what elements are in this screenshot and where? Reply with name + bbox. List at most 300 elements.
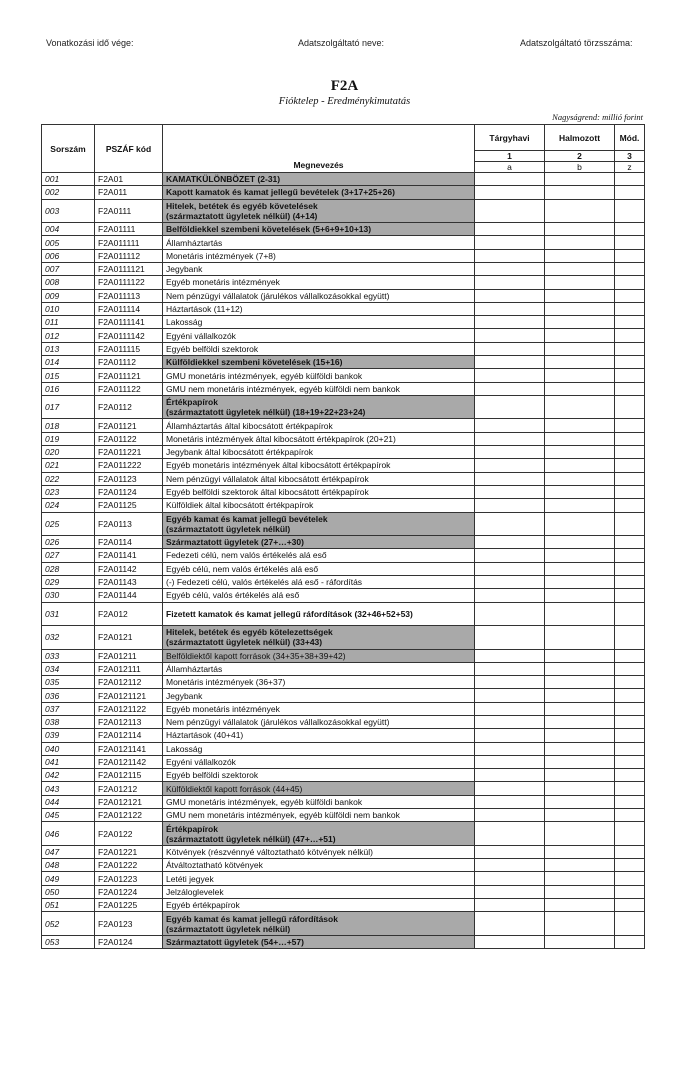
row-number: 006 <box>42 249 95 262</box>
row-code: F2A0113 <box>95 512 163 536</box>
col-number-2: 2 <box>545 151 615 162</box>
row-number: 005 <box>42 236 95 249</box>
row-code: F2A0111141 <box>95 316 163 329</box>
value-cell-mod[interactable] <box>615 689 645 702</box>
row-name: KAMATKÜLÖNBÖZET (2-31) <box>163 173 475 186</box>
row-number: 046 <box>42 822 95 846</box>
row-number: 011 <box>42 316 95 329</box>
value-cell-mod[interactable] <box>615 795 645 808</box>
row-code: F2A011222 <box>95 459 163 472</box>
row-name: (-) Fedezeti célú, valós értékelés alá eső - ráfordítás <box>163 575 475 588</box>
row-name: Fedezeti célú, nem valós értékelés alá eső <box>163 549 475 562</box>
value-cell-monthly[interactable] <box>475 356 545 369</box>
value-cell-cumulative[interactable] <box>545 899 615 912</box>
row-code: F2A011111 <box>95 236 163 249</box>
value-cell-monthly[interactable] <box>475 173 545 186</box>
row-code: F2A01111 <box>95 223 163 236</box>
row-name: Külföldiek által kibocsátott értékpapírok <box>163 499 475 512</box>
row-number: 026 <box>42 536 95 549</box>
table-row <box>42 369 645 382</box>
report-table <box>41 124 645 949</box>
row-name: Nem pénzügyi vállalatok (járulékos vállalkozásokkal együtt) <box>163 716 475 729</box>
value-cell-monthly[interactable] <box>475 935 545 948</box>
value-cell-cumulative[interactable] <box>545 702 615 715</box>
row-code: F2A012122 <box>95 809 163 822</box>
value-cell-monthly[interactable] <box>475 899 545 912</box>
value-cell-mod[interactable] <box>615 809 645 822</box>
value-cell-mod[interactable] <box>615 329 645 342</box>
value-cell-mod[interactable] <box>615 302 645 315</box>
value-cell-monthly[interactable] <box>475 589 545 602</box>
table-row <box>42 702 645 715</box>
col-letter-b: b <box>545 162 615 173</box>
value-cell-cumulative[interactable] <box>545 859 615 872</box>
row-number: 015 <box>42 369 95 382</box>
value-cell-monthly[interactable] <box>475 809 545 822</box>
value-cell-cumulative[interactable] <box>545 662 615 675</box>
row-number: 021 <box>42 459 95 472</box>
value-cell-mod[interactable] <box>615 649 645 662</box>
value-cell-monthly[interactable] <box>475 485 545 498</box>
value-cell-cumulative[interactable] <box>545 419 615 432</box>
value-cell-cumulative[interactable] <box>545 262 615 275</box>
row-name: Külföldiektől kapott források (44+45) <box>163 782 475 795</box>
value-cell-mod[interactable] <box>615 419 645 432</box>
value-cell-monthly[interactable] <box>475 859 545 872</box>
value-cell-mod[interactable] <box>615 602 645 626</box>
value-cell-mod[interactable] <box>615 575 645 588</box>
row-number: 033 <box>42 649 95 662</box>
table-row <box>42 676 645 689</box>
value-cell-monthly[interactable] <box>475 575 545 588</box>
row-name: Egyéb monetáris intézmények <box>163 702 475 715</box>
value-cell-cumulative[interactable] <box>545 782 615 795</box>
value-cell-cumulative[interactable] <box>545 536 615 549</box>
row-name <box>163 626 475 650</box>
table-row <box>42 755 645 768</box>
value-cell-mod[interactable] <box>615 512 645 536</box>
row-name-line1: Egyéb kamat és kamat jellegű ráfordítások <box>166 913 338 924</box>
row-name: GMU monetáris intézmények, egyéb külföldi bankok <box>163 369 475 382</box>
value-cell-monthly[interactable] <box>475 302 545 315</box>
value-cell-mod[interactable] <box>615 472 645 485</box>
value-cell-cumulative[interactable] <box>545 289 615 302</box>
value-cell-cumulative[interactable] <box>545 626 615 650</box>
value-cell-monthly[interactable] <box>475 446 545 459</box>
value-cell-cumulative[interactable] <box>545 809 615 822</box>
row-number: 023 <box>42 485 95 498</box>
row-number: 048 <box>42 859 95 872</box>
row-code: F2A01124 <box>95 485 163 498</box>
col-header-cumulative: Halmozott <box>545 125 615 151</box>
form-title: Fióktelep - Eredménykimutatás <box>278 96 411 107</box>
row-code: F2A01141 <box>95 549 163 562</box>
row-code: F2A011114 <box>95 302 163 315</box>
value-cell-mod[interactable] <box>615 223 645 236</box>
row-name-line1: Értékpapírok <box>166 823 218 834</box>
value-cell-monthly[interactable] <box>475 729 545 742</box>
value-cell-monthly[interactable] <box>475 626 545 650</box>
row-code: F2A01212 <box>95 782 163 795</box>
value-cell-monthly[interactable] <box>475 329 545 342</box>
table-row <box>42 512 645 536</box>
value-cell-monthly[interactable] <box>475 395 545 419</box>
value-cell-mod[interactable] <box>615 395 645 419</box>
value-cell-mod[interactable] <box>615 872 645 885</box>
value-cell-mod[interactable] <box>615 562 645 575</box>
value-cell-cumulative[interactable] <box>545 549 615 562</box>
value-cell-mod[interactable] <box>615 276 645 289</box>
row-name <box>163 199 475 223</box>
table-row <box>42 689 645 702</box>
value-cell-cumulative[interactable] <box>545 912 615 936</box>
row-number: 016 <box>42 382 95 395</box>
value-cell-cumulative[interactable] <box>545 742 615 755</box>
value-cell-cumulative[interactable] <box>545 729 615 742</box>
table-row <box>42 729 645 742</box>
value-cell-monthly[interactable] <box>475 289 545 302</box>
table-row <box>42 472 645 485</box>
value-cell-cumulative[interactable] <box>545 302 615 315</box>
value-cell-monthly[interactable] <box>475 249 545 262</box>
value-cell-mod[interactable] <box>615 845 645 858</box>
value-cell-cumulative[interactable] <box>545 689 615 702</box>
row-code: F2A012115 <box>95 769 163 782</box>
table-row <box>42 356 645 369</box>
value-cell-mod[interactable] <box>615 859 645 872</box>
value-cell-monthly[interactable] <box>475 342 545 355</box>
value-cell-cumulative[interactable] <box>545 276 615 289</box>
value-cell-monthly[interactable] <box>475 236 545 249</box>
row-name: Egyéb belföldi szektorok által kibocsátott értékpapírok <box>163 485 475 498</box>
row-name <box>163 512 475 536</box>
value-cell-cumulative[interactable] <box>545 575 615 588</box>
value-cell-monthly[interactable] <box>475 459 545 472</box>
row-name: Kötvények (részvénnyé változtatható kötvények nélkül) <box>163 845 475 858</box>
row-code: F2A0121142 <box>95 755 163 768</box>
value-cell-cumulative[interactable] <box>545 602 615 626</box>
value-cell-monthly[interactable] <box>475 549 545 562</box>
row-number: 003 <box>42 199 95 223</box>
value-cell-mod[interactable] <box>615 899 645 912</box>
value-cell-monthly[interactable] <box>475 223 545 236</box>
value-cell-cumulative[interactable] <box>545 872 615 885</box>
value-cell-cumulative[interactable] <box>545 845 615 858</box>
value-cell-cumulative[interactable] <box>545 935 615 948</box>
row-number: 010 <box>42 302 95 315</box>
table-row <box>42 419 645 432</box>
value-cell-cumulative[interactable] <box>545 395 615 419</box>
value-cell-monthly[interactable] <box>475 702 545 715</box>
table-row <box>42 316 645 329</box>
row-number: 044 <box>42 795 95 808</box>
value-cell-cumulative[interactable] <box>545 755 615 768</box>
row-code: F2A012114 <box>95 729 163 742</box>
value-cell-cumulative[interactable] <box>545 236 615 249</box>
row-number: 049 <box>42 872 95 885</box>
value-cell-mod[interactable] <box>615 716 645 729</box>
col-letter-z: z <box>615 162 645 173</box>
value-cell-cumulative[interactable] <box>545 316 615 329</box>
value-cell-mod[interactable] <box>615 173 645 186</box>
row-code: F2A011115 <box>95 342 163 355</box>
row-code: F2A011121 <box>95 369 163 382</box>
row-name: Külföldiekkel szembeni követelések (15+16) <box>163 356 475 369</box>
value-cell-monthly[interactable] <box>475 316 545 329</box>
table-row <box>42 302 645 315</box>
value-cell-mod[interactable] <box>615 742 645 755</box>
col-header-code: PSZÁF kód <box>95 125 163 173</box>
value-cell-cumulative[interactable] <box>545 795 615 808</box>
value-cell-cumulative[interactable] <box>545 356 615 369</box>
value-cell-monthly[interactable] <box>475 755 545 768</box>
value-cell-monthly[interactable] <box>475 432 545 445</box>
row-number: 034 <box>42 662 95 675</box>
col-header-name: Megnevezés <box>163 125 475 173</box>
value-cell-cumulative[interactable] <box>545 329 615 342</box>
value-cell-mod[interactable] <box>615 676 645 689</box>
value-cell-monthly[interactable] <box>475 499 545 512</box>
value-cell-cumulative[interactable] <box>545 822 615 846</box>
row-code: F2A0111142 <box>95 329 163 342</box>
value-cell-mod[interactable] <box>615 485 645 498</box>
value-cell-mod[interactable] <box>615 662 645 675</box>
row-code: F2A011 <box>95 186 163 199</box>
row-code: F2A01222 <box>95 859 163 872</box>
row-code: F2A011113 <box>95 289 163 302</box>
value-cell-mod[interactable] <box>615 499 645 512</box>
value-cell-mod[interactable] <box>615 755 645 768</box>
value-cell-cumulative[interactable] <box>545 459 615 472</box>
row-name-line1: Egyéb kamat és kamat jellegű bevételek <box>166 513 328 524</box>
value-cell-monthly[interactable] <box>475 689 545 702</box>
row-number: 037 <box>42 702 95 715</box>
row-code: F2A0121141 <box>95 742 163 755</box>
row-code: F2A012113 <box>95 716 163 729</box>
value-cell-cumulative[interactable] <box>545 769 615 782</box>
value-cell-cumulative[interactable] <box>545 446 615 459</box>
row-code: F2A0111122 <box>95 276 163 289</box>
row-name: Lakosság <box>163 742 475 755</box>
value-cell-monthly[interactable] <box>475 382 545 395</box>
value-cell-mod[interactable] <box>615 885 645 898</box>
value-cell-cumulative[interactable] <box>545 223 615 236</box>
table-row <box>42 236 645 249</box>
value-cell-cumulative[interactable] <box>545 676 615 689</box>
row-number: 041 <box>42 755 95 768</box>
row-name: Monetáris intézmények (7+8) <box>163 249 475 262</box>
table-row <box>42 329 645 342</box>
value-cell-mod[interactable] <box>615 262 645 275</box>
row-name: Származtatott ügyletek (27+…+30) <box>163 536 475 549</box>
row-number: 027 <box>42 549 95 562</box>
value-cell-cumulative[interactable] <box>545 249 615 262</box>
row-number: 040 <box>42 742 95 755</box>
value-cell-monthly[interactable] <box>475 649 545 662</box>
value-cell-mod[interactable] <box>615 289 645 302</box>
value-cell-monthly[interactable] <box>475 536 545 549</box>
value-cell-cumulative[interactable] <box>545 499 615 512</box>
row-name: Egyéb célú, valós értékelés alá eső <box>163 589 475 602</box>
row-number: 053 <box>42 935 95 948</box>
value-cell-monthly[interactable] <box>475 602 545 626</box>
row-number: 019 <box>42 432 95 445</box>
row-name-line2: (származtatott ügyletek nélkül) (18+19+22+23+24) <box>166 407 366 418</box>
col-number-3: 3 <box>615 151 645 162</box>
value-cell-monthly[interactable] <box>475 782 545 795</box>
value-cell-mod[interactable] <box>615 382 645 395</box>
value-cell-cumulative[interactable] <box>545 885 615 898</box>
row-number: 017 <box>42 395 95 419</box>
row-code: F2A0124 <box>95 935 163 948</box>
value-cell-monthly[interactable] <box>475 885 545 898</box>
value-cell-mod[interactable] <box>615 536 645 549</box>
row-name: Belföldiektől kapott források (34+35+38+39+42) <box>163 649 475 662</box>
row-name: Államháztartás <box>163 236 475 249</box>
row-name: Jegybank <box>163 262 475 275</box>
row-name: Egyéni vállalkozók <box>163 329 475 342</box>
value-cell-monthly[interactable] <box>475 369 545 382</box>
value-cell-monthly[interactable] <box>475 872 545 885</box>
value-cell-mod[interactable] <box>615 822 645 846</box>
value-cell-cumulative[interactable] <box>545 382 615 395</box>
table-row <box>42 536 645 549</box>
value-cell-monthly[interactable] <box>475 716 545 729</box>
value-cell-cumulative[interactable] <box>545 589 615 602</box>
row-name: Egyéb monetáris intézmények <box>163 276 475 289</box>
value-cell-mod[interactable] <box>615 782 645 795</box>
reporter-id-label: Adatszolgáltató törzsszáma: <box>520 38 633 48</box>
value-cell-monthly[interactable] <box>475 512 545 536</box>
row-number: 020 <box>42 446 95 459</box>
value-cell-monthly[interactable] <box>475 199 545 223</box>
value-cell-cumulative[interactable] <box>545 369 615 382</box>
row-name: Nem pénzügyi vállalatok által kibocsátott értékpapírok <box>163 472 475 485</box>
row-name: Egyéb belföldi szektorok <box>163 769 475 782</box>
table-row <box>42 912 645 936</box>
table-row <box>42 173 645 186</box>
value-cell-mod[interactable] <box>615 316 645 329</box>
value-cell-mod[interactable] <box>615 729 645 742</box>
row-name: Háztartások (11+12) <box>163 302 475 315</box>
table-row <box>42 602 645 626</box>
value-cell-mod[interactable] <box>615 589 645 602</box>
value-cell-mod[interactable] <box>615 769 645 782</box>
value-cell-monthly[interactable] <box>475 419 545 432</box>
row-name: Származtatott ügyletek (54+…+57) <box>163 935 475 948</box>
value-cell-monthly[interactable] <box>475 276 545 289</box>
value-cell-mod[interactable] <box>615 432 645 445</box>
table-row <box>42 716 645 729</box>
row-name: Államháztartás <box>163 662 475 675</box>
value-cell-cumulative[interactable] <box>545 199 615 223</box>
value-cell-mod[interactable] <box>615 356 645 369</box>
value-cell-cumulative[interactable] <box>545 173 615 186</box>
row-code: F2A0111 <box>95 199 163 223</box>
table-row <box>42 782 645 795</box>
value-cell-cumulative[interactable] <box>545 342 615 355</box>
value-cell-mod[interactable] <box>615 459 645 472</box>
table-row <box>42 382 645 395</box>
table-row <box>42 575 645 588</box>
row-number: 050 <box>42 885 95 898</box>
table-row <box>42 872 645 885</box>
value-cell-monthly[interactable] <box>475 262 545 275</box>
value-cell-mod[interactable] <box>615 626 645 650</box>
value-cell-cumulative[interactable] <box>545 649 615 662</box>
row-name: GMU nem monetáris intézmények, egyéb külföldi nem bankok <box>163 382 475 395</box>
row-name: GMU nem monetáris intézmények, egyéb külföldi nem bankok <box>163 809 475 822</box>
row-number: 002 <box>42 186 95 199</box>
value-cell-monthly[interactable] <box>475 822 545 846</box>
value-cell-cumulative[interactable] <box>545 512 615 536</box>
value-cell-cumulative[interactable] <box>545 186 615 199</box>
value-cell-mod[interactable] <box>615 249 645 262</box>
row-name-line2: (származtatott ügyletek nélkül) (33+43) <box>166 637 323 648</box>
value-cell-cumulative[interactable] <box>545 432 615 445</box>
table-row <box>42 249 645 262</box>
table-row <box>42 186 645 199</box>
row-name: GMU monetáris intézmények, egyéb külföldi bankok <box>163 795 475 808</box>
value-cell-mod[interactable] <box>615 935 645 948</box>
value-cell-monthly[interactable] <box>475 662 545 675</box>
row-number: 024 <box>42 499 95 512</box>
row-number: 038 <box>42 716 95 729</box>
value-cell-monthly[interactable] <box>475 472 545 485</box>
value-cell-mod[interactable] <box>615 186 645 199</box>
value-cell-monthly[interactable] <box>475 186 545 199</box>
value-cell-monthly[interactable] <box>475 769 545 782</box>
row-name: Fizetett kamatok és kamat jellegű ráfordítások (32+46+52+53) <box>163 602 475 626</box>
value-cell-cumulative[interactable] <box>545 472 615 485</box>
value-cell-mod[interactable] <box>615 702 645 715</box>
unit-note: Nagyságrend: millió forint <box>552 112 643 122</box>
value-cell-monthly[interactable] <box>475 676 545 689</box>
row-code: F2A01225 <box>95 899 163 912</box>
value-cell-cumulative[interactable] <box>545 716 615 729</box>
row-name: Nem pénzügyi vállalatok (járulékos vállalkozásokkal együtt) <box>163 289 475 302</box>
value-cell-cumulative[interactable] <box>545 562 615 575</box>
value-cell-mod[interactable] <box>615 369 645 382</box>
row-name <box>163 395 475 419</box>
row-code: F2A01112 <box>95 356 163 369</box>
value-cell-cumulative[interactable] <box>545 485 615 498</box>
value-cell-monthly[interactable] <box>475 795 545 808</box>
value-cell-mod[interactable] <box>615 549 645 562</box>
value-cell-monthly[interactable] <box>475 912 545 936</box>
value-cell-mod[interactable] <box>615 912 645 936</box>
value-cell-mod[interactable] <box>615 236 645 249</box>
row-name: Monetáris intézmények által kibocsátott értékpapírok (20+21) <box>163 432 475 445</box>
table-row <box>42 289 645 302</box>
value-cell-monthly[interactable] <box>475 742 545 755</box>
row-code: F2A01211 <box>95 649 163 662</box>
row-code: F2A011122 <box>95 382 163 395</box>
row-name: Egyéb monetáris intézmények által kibocsátott értékpapírok <box>163 459 475 472</box>
row-code: F2A012 <box>95 602 163 626</box>
value-cell-monthly[interactable] <box>475 845 545 858</box>
reporter-name-label: Adatszolgáltató neve: <box>298 38 385 48</box>
row-code: F2A01122 <box>95 432 163 445</box>
table-row <box>42 769 645 782</box>
row-number: 025 <box>42 512 95 536</box>
value-cell-mod[interactable] <box>615 199 645 223</box>
value-cell-monthly[interactable] <box>475 562 545 575</box>
value-cell-mod[interactable] <box>615 342 645 355</box>
row-code: F2A0111121 <box>95 262 163 275</box>
row-number: 043 <box>42 782 95 795</box>
value-cell-mod[interactable] <box>615 446 645 459</box>
